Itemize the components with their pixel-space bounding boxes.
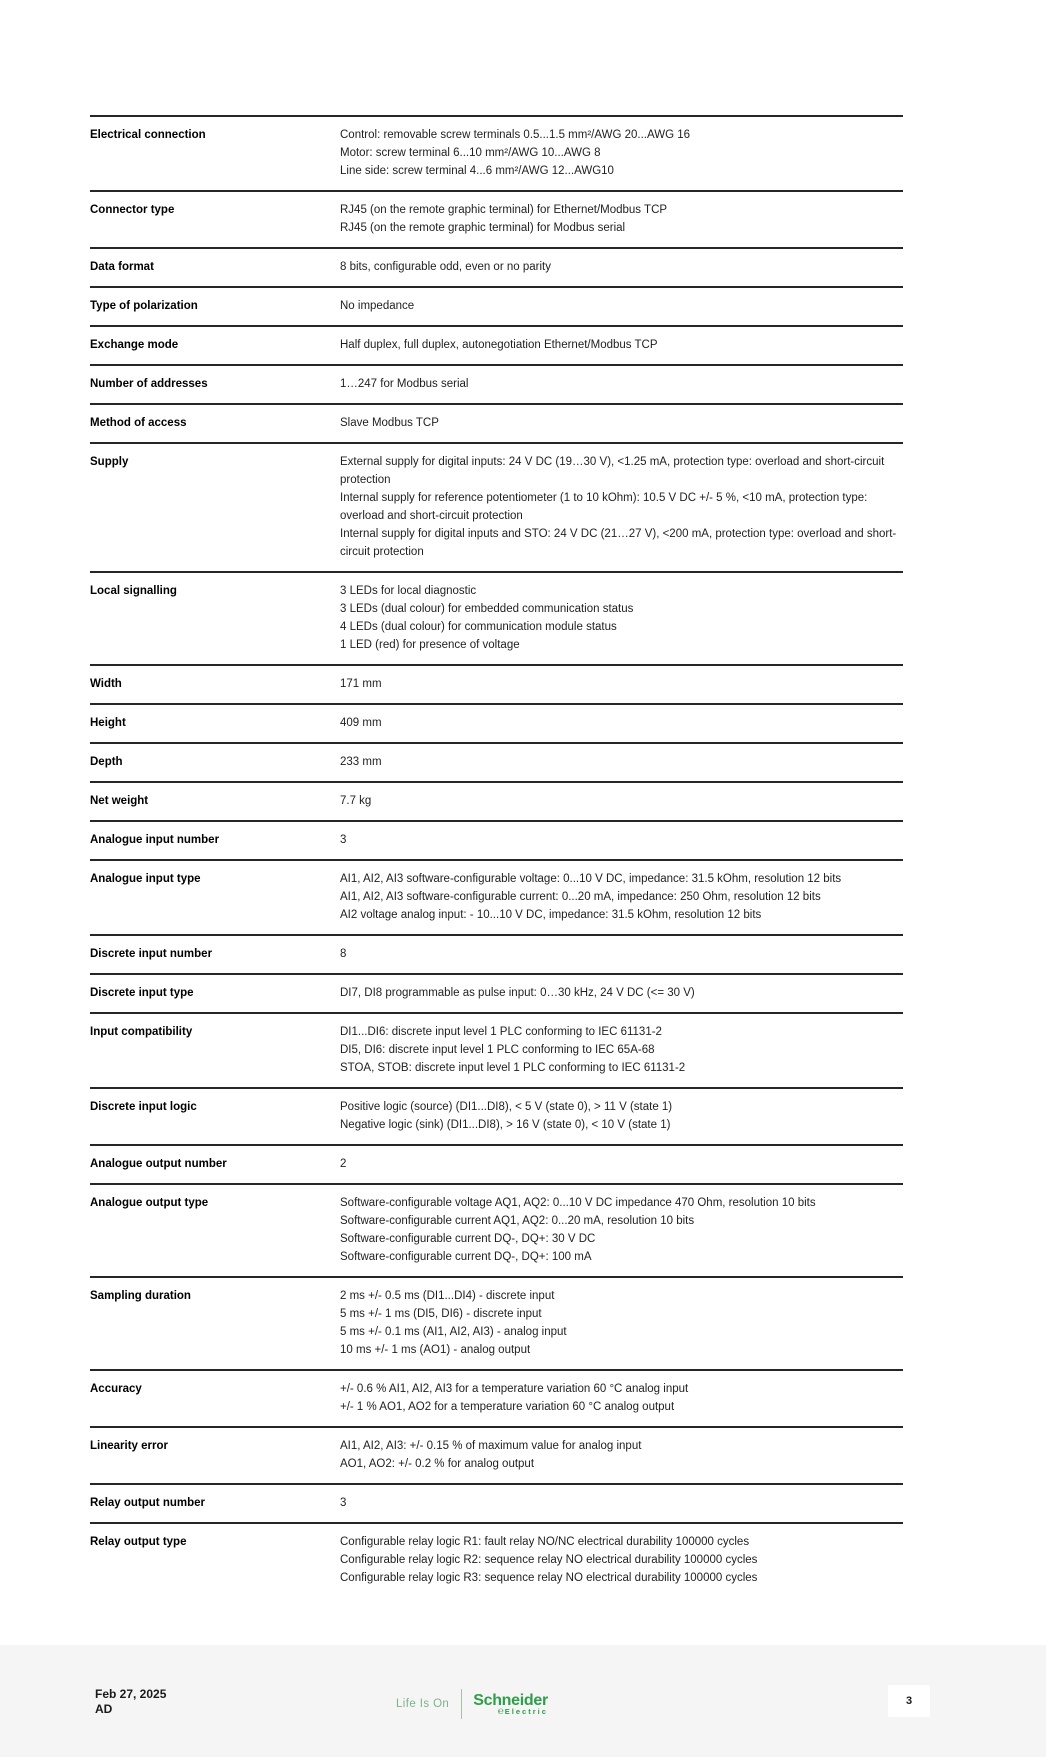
- spec-value-line: Configurable relay logic R2: sequence relay NO electrical durability 100000 cycles: [340, 1554, 758, 1566]
- spec-row: [90, 1144, 903, 1183]
- spec-values: [340, 753, 903, 771]
- spec-value-line: 10 ms +/- 1 ms (AO1) - analog output: [340, 1344, 531, 1356]
- spec-value-line: 1…247 for Modbus serial: [340, 378, 469, 390]
- spec-label: Width: [90, 678, 122, 690]
- spec-value-line: 409 mm: [340, 717, 382, 729]
- spec-label: Analogue output number: [90, 1158, 227, 1170]
- spec-label: Relay output type: [90, 1536, 187, 1548]
- spec-values: [340, 258, 903, 276]
- spec-row: [90, 286, 903, 325]
- spec-label: Discrete input logic: [90, 1101, 197, 1113]
- spec-value-line: 1 LED (red) for presence of voltage: [340, 639, 520, 651]
- spec-value-line: AI1, AI2, AI3 software-configurable current: 0...20 mA, impedance: 250 Ohm, resolution 12 bits: [340, 891, 821, 903]
- spec-value-line: 2: [340, 1158, 347, 1170]
- page-number-badge: [888, 1685, 930, 1717]
- spec-label: Input compatibility: [90, 1026, 193, 1038]
- spec-row: [90, 859, 903, 934]
- spec-label: Local signalling: [90, 585, 177, 597]
- spec-value-line: Software-configurable current DQ-, DQ+: 30 V DC: [340, 1233, 596, 1245]
- spec-row: [90, 247, 903, 286]
- spec-label: Method of access: [90, 417, 187, 429]
- spec-row: [90, 820, 903, 859]
- spec-values: [340, 870, 903, 924]
- spec-values: [340, 675, 903, 693]
- spec-row: [90, 664, 903, 703]
- spec-value-line: RJ45 (on the remote graphic terminal) for Modbus serial: [340, 222, 626, 234]
- spec-value-line: Motor: screw terminal 6...10 mm²/AWG 10...AWG 8: [340, 147, 601, 159]
- spec-table: [90, 115, 903, 1597]
- spec-values: [340, 297, 903, 315]
- spec-values: [340, 1023, 903, 1077]
- spec-row: [90, 115, 903, 190]
- spec-value-line: DI7, DI8 programmable as pulse input: 0…30 kHz, 24 V DC (<= 30 V): [340, 987, 695, 999]
- spec-row: [90, 742, 903, 781]
- spec-label: Data format: [90, 261, 154, 273]
- spec-label: Height: [90, 717, 126, 729]
- spec-values: [340, 375, 903, 393]
- spec-label: Connector type: [90, 204, 175, 216]
- spec-values: [340, 1194, 903, 1266]
- spec-row: [90, 1369, 903, 1426]
- spec-value-line: 233 mm: [340, 756, 382, 768]
- spec-values: [340, 1155, 903, 1173]
- spec-value-line: Half duplex, full duplex, autonegotiation Ethernet/Modbus TCP: [340, 339, 658, 351]
- spec-values: [340, 201, 903, 237]
- spec-values: [340, 1098, 903, 1134]
- spec-row: [90, 1012, 903, 1087]
- page-footer: [0, 1645, 1046, 1757]
- spec-value-line: Software-configurable voltage AQ1, AQ2: 0...10 V DC impedance 470 Ohm, resolution 10 bits: [340, 1197, 816, 1209]
- spec-label: Type of polarization: [90, 300, 198, 312]
- spec-value-line: 3 LEDs for local diagnostic: [340, 585, 477, 597]
- spec-label: Accuracy: [90, 1383, 142, 1395]
- schneider-electric-logo: [473, 1693, 548, 1716]
- spec-value-line: STOA, STOB: discrete input level 1 PLC conforming to IEC 61131-2: [340, 1062, 686, 1074]
- brand-sub-line: [473, 1705, 548, 1717]
- spec-value-line: 3: [340, 1497, 347, 1509]
- spec-row: [90, 364, 903, 403]
- brand-sub-text: Electric: [504, 1706, 548, 1716]
- spec-value-line: Control: removable screw terminals 0.5...1.5 mm²/AWG 20...AWG 16: [340, 129, 691, 141]
- spec-values: [340, 1533, 903, 1587]
- spec-value-line: 2 ms +/- 0.5 ms (DI1...DI4) - discrete input: [340, 1290, 555, 1302]
- spec-value-line: +/- 0.6 % AI1, AI2, AI3 for a temperature variation 60 °C analog input: [340, 1383, 689, 1395]
- footer-date: Feb 27, 2025: [95, 1687, 167, 1701]
- spec-label: Discrete input type: [90, 987, 194, 999]
- schneider-leaf-icon: ℮: [497, 1705, 504, 1717]
- spec-label: Electrical connection: [90, 129, 206, 141]
- spec-values: [340, 126, 903, 180]
- spec-row: [90, 403, 903, 442]
- spec-row: [90, 190, 903, 247]
- spec-label: Linearity error: [90, 1440, 168, 1452]
- spec-row: [90, 571, 903, 664]
- spec-values: [340, 414, 903, 432]
- spec-value-line: Positive logic (source) (DI1...DI8), < 5 V (state 0), > 11 V (state 1): [340, 1101, 673, 1113]
- spec-row: [90, 1522, 903, 1597]
- spec-value-line: AO1, AO2: +/- 0.2 % for analog output: [340, 1458, 535, 1470]
- life-is-on-tagline: Life Is On: [396, 1698, 450, 1710]
- footer-date-block: [95, 1687, 166, 1717]
- spec-label: Discrete input number: [90, 948, 213, 960]
- spec-row: [90, 1426, 903, 1483]
- spec-value-line: Configurable relay logic R1: fault relay NO/NC electrical durability 100000 cycles: [340, 1536, 750, 1548]
- spec-label: Depth: [90, 756, 123, 768]
- spec-values: [340, 792, 903, 810]
- spec-row: [90, 703, 903, 742]
- spec-values: [340, 336, 903, 354]
- spec-values: [340, 1380, 903, 1416]
- spec-value-line: Line side: screw terminal 4...6 mm²/AWG 12...AWG10: [340, 165, 614, 177]
- spec-label: Analogue input type: [90, 873, 201, 885]
- spec-value-line: Configurable relay logic R3: sequence relay NO electrical durability 100000 cycles: [340, 1572, 758, 1584]
- spec-value-line: Software-configurable current AQ1, AQ2: 0...20 mA, resolution 10 bits: [340, 1215, 695, 1227]
- spec-label: Analogue output type: [90, 1197, 209, 1209]
- spec-row: [90, 325, 903, 364]
- spec-value-line: AI1, AI2, AI3 software-configurable voltage: 0...10 V DC, impedance: 31.5 kOhm, resolution 12 bits: [340, 873, 842, 885]
- brand-name: Schneider: [473, 1691, 548, 1709]
- spec-value-line: RJ45 (on the remote graphic terminal) for Ethernet/Modbus TCP: [340, 204, 668, 216]
- spec-value-line: AI1, AI2, AI3: +/- 0.15 % of maximum value for analog input: [340, 1440, 642, 1452]
- spec-value-line: 5 ms +/- 1 ms (DI5, DI6) - discrete input: [340, 1308, 542, 1320]
- spec-label: Exchange mode: [90, 339, 179, 351]
- spec-value-line: 8 bits, configurable odd, even or no parity: [340, 261, 551, 273]
- spec-label: Sampling duration: [90, 1290, 191, 1302]
- spec-value-line: Internal supply for digital inputs and STO: 24 V DC (21…27 V), <200 mA, protection type: overload and short-circuit protection: [340, 528, 897, 558]
- spec-value-line: 5 ms +/- 0.1 ms (AI1, AI2, AI3) - analog input: [340, 1326, 567, 1338]
- spec-value-line: DI1...DI6: discrete input level 1 PLC conforming to IEC 61131-2: [340, 1026, 662, 1038]
- spec-values: [340, 945, 903, 963]
- spec-value-line: 8: [340, 948, 347, 960]
- spec-value-line: Internal supply for reference potentiometer (1 to 10 kOhm): 10.5 V DC +/- 5 %, <10 mA, protection type: overload and short-circuit protection: [340, 492, 868, 522]
- brand-divider: [461, 1689, 462, 1719]
- spec-label: Number of addresses: [90, 378, 208, 390]
- spec-value-line: Slave Modbus TCP: [340, 417, 439, 429]
- spec-row: [90, 1183, 903, 1276]
- spec-values: [340, 1437, 903, 1473]
- spec-values: [340, 1287, 903, 1359]
- spec-value-line: +/- 1 % AO1, AO2 for a temperature variation 60 °C analog output: [340, 1401, 675, 1413]
- spec-value-line: Software-configurable current DQ-, DQ+: 100 mA: [340, 1251, 592, 1263]
- spec-label: Relay output number: [90, 1497, 206, 1509]
- spec-row: [90, 1276, 903, 1369]
- spec-values: [340, 831, 903, 849]
- footer-doc-code: AD: [95, 1702, 113, 1716]
- spec-row: [90, 973, 903, 1012]
- spec-label: Net weight: [90, 795, 149, 807]
- spec-label: Supply: [90, 456, 129, 468]
- spec-value-line: DI5, DI6: discrete input level 1 PLC conforming to IEC 65A-68: [340, 1044, 655, 1056]
- spec-value-line: 3: [340, 834, 347, 846]
- spec-values: [340, 582, 903, 654]
- spec-value-line: Negative logic (sink) (DI1...DI8), > 16 V (state 0), < 10 V (state 1): [340, 1119, 671, 1131]
- spec-value-line: External supply for digital inputs: 24 V DC (19…30 V), <1.25 mA, protection type: overload and short-circuit protection: [340, 456, 885, 486]
- spec-row: [90, 442, 903, 571]
- spec-row: [90, 781, 903, 820]
- spec-value-line: No impedance: [340, 300, 415, 312]
- page-number: 3: [905, 1695, 913, 1707]
- spec-values: [340, 1494, 903, 1512]
- spec-values: [340, 984, 903, 1002]
- spec-values: [340, 453, 903, 561]
- spec-value-line: 7.7 kg: [340, 795, 372, 807]
- spec-value-line: AI2 voltage analog input: - 10...10 V DC, impedance: 31.5 kOhm, resolution 12 bits: [340, 909, 762, 921]
- spec-label: Analogue input number: [90, 834, 220, 846]
- spec-value-line: 171 mm: [340, 678, 382, 690]
- spec-values: [340, 714, 903, 732]
- spec-value-line: 4 LEDs (dual colour) for communication module status: [340, 621, 617, 633]
- spec-row: [90, 1483, 903, 1522]
- spec-row: [90, 1087, 903, 1144]
- spec-row: [90, 934, 903, 973]
- spec-value-line: 3 LEDs (dual colour) for embedded communication status: [340, 603, 634, 615]
- brand-cluster: [396, 1689, 548, 1719]
